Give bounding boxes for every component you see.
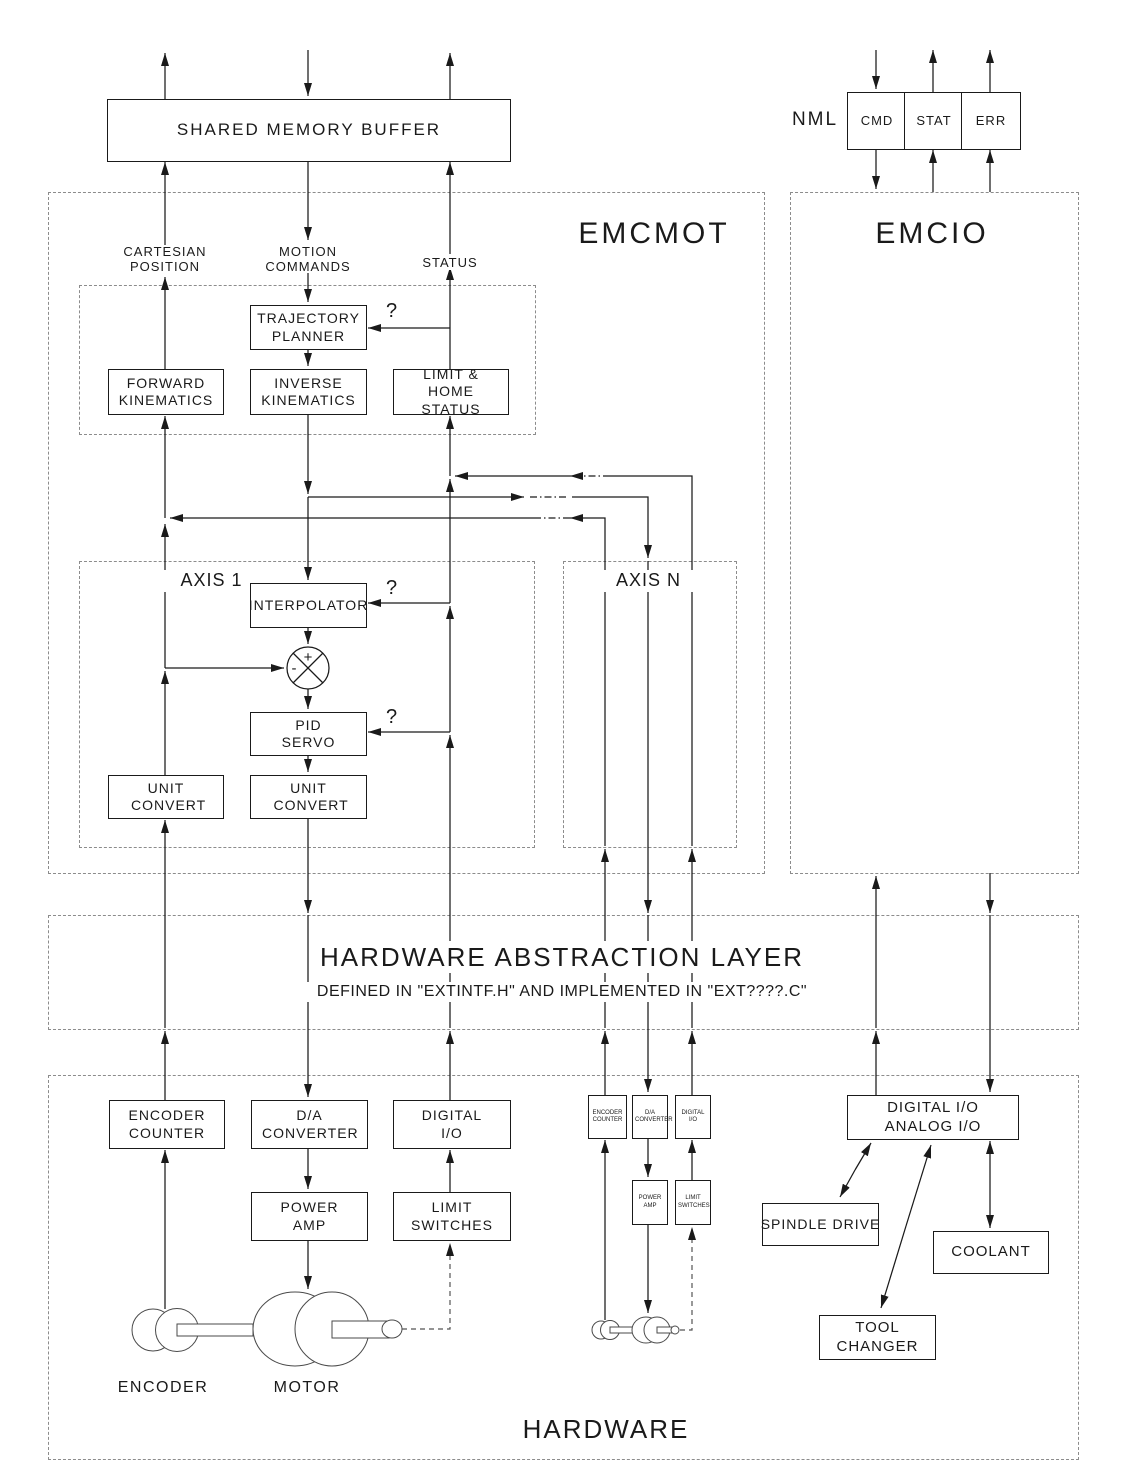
digital-analog-io-box (847, 1095, 1019, 1140)
emcio-links (876, 50, 990, 1095)
nml-stat-box (904, 92, 964, 150)
unit-convert-output-label: UNIT CONVERT (273, 779, 349, 813)
emcmot-title (564, 216, 744, 252)
nml-cmd-box (847, 92, 907, 150)
cartesian-position-text: CARTESIAN POSITION (123, 243, 207, 274)
junction-plus-sign: + (303, 649, 313, 666)
da-converter-box (251, 1100, 368, 1149)
hal-subtitle-text: DEFINED IN "EXTINTF.H" AND IMPLEMENTED IN "EXT????.C" (316, 982, 808, 1000)
motor-encoder-drawing (132, 1292, 402, 1366)
limit-switches-label: LIMIT SWITCHES (411, 1199, 493, 1233)
motion-commands-label (258, 245, 358, 273)
encoder-text: ENCODER (117, 1378, 209, 1396)
limit-switches-small-label: LIMIT SWITCHES (678, 1195, 710, 1209)
power-amp-box (251, 1192, 368, 1241)
status-label (400, 255, 500, 270)
emcio-text: EMCIO (875, 217, 989, 251)
limit-home-status-box (393, 366, 509, 417)
unit-convert-output-box (250, 775, 367, 819)
summing-junction (287, 647, 329, 689)
digital-io-label: DIGITAL I/O (421, 1107, 483, 1141)
trajectory-planner-box (250, 305, 367, 350)
hal-subtitle (262, 982, 862, 1002)
hal-title-text: HARDWARE ABSTRACTION LAYER (320, 941, 804, 972)
interpolator-question (380, 577, 404, 601)
encoder-label (113, 1378, 213, 1398)
power-amp-small-label: POWER AMP (638, 1195, 662, 1209)
trajectory-planner-question (380, 300, 404, 324)
da-converter-small-box (632, 1095, 673, 1139)
encoder-counter-box (109, 1100, 225, 1149)
unit-convert-feedback-label: UNIT CONVERT (131, 779, 207, 813)
nml-err-box (961, 92, 1021, 150)
da-converter-label: D/A CONVERTER (262, 1107, 359, 1141)
digital-io-small-box (675, 1095, 711, 1139)
tool-changer-label: TOOL CHANGER (836, 1319, 919, 1355)
limit-home-status-label: LIMIT & HOME STATUS (421, 366, 481, 417)
hardware-text: HARDWARE (522, 1413, 690, 1444)
digital-analog-io-label (885, 1099, 982, 1136)
emcio-title (842, 216, 1022, 252)
pid-servo-label: PID SERVO (281, 716, 336, 750)
nml-text: NML (791, 108, 839, 130)
small-motor-encoder-drawing (592, 1317, 679, 1343)
inverse-kinematics-label: INVERSE KINEMATICS (261, 374, 356, 408)
question-mark-3: ? (385, 706, 399, 729)
inverse-kinematics-box (250, 369, 367, 415)
status-flow-lines (368, 53, 450, 1192)
motor-label (257, 1378, 357, 1398)
digital-io-small-label: DIGITAL I/O (681, 1109, 705, 1123)
axisn-label (601, 570, 696, 592)
trajectory-planner-label: TRAJECTORY PLANNER (257, 310, 360, 344)
question-mark-2: ? (385, 577, 399, 600)
digital-io-box (393, 1100, 511, 1149)
power-amp-small-box (632, 1180, 668, 1225)
analog-io-line: ANALOG I/O (884, 1117, 982, 1135)
axisn-text: AXIS N (615, 570, 682, 591)
question-mark-1: ? (385, 300, 399, 323)
nml-label (789, 106, 841, 134)
encoder-counter-small-box (588, 1095, 627, 1139)
digital-io-line: DIGITAL I/O (887, 1099, 979, 1117)
da-converter-small-label: D/A CONVERTER (635, 1109, 673, 1123)
encoder-counter-label: ENCODER COUNTER (128, 1107, 206, 1141)
motor-text: MOTOR (273, 1378, 341, 1396)
motion-commands-text: MOTION COMMANDS (265, 243, 351, 274)
encoder-counter-small-label: ENCODER COUNTER (592, 1109, 623, 1123)
pid-servo-question (380, 706, 404, 730)
interpolator-box (250, 583, 367, 628)
limit-switches-small-box (675, 1180, 711, 1225)
limit-switches-box (393, 1192, 511, 1241)
junction-minus-sign: - (291, 660, 297, 677)
axis1-text: AXIS 1 (180, 570, 243, 591)
cartesian-position-label (115, 245, 215, 273)
pid-servo-box (250, 712, 367, 756)
spindle-drive-box (762, 1203, 879, 1246)
hardware-title (506, 1413, 706, 1445)
forward-kinematics-box (108, 369, 224, 415)
shared-memory-buffer-label: SHARED MEMORY BUFFER (176, 120, 442, 140)
status-text: STATUS (422, 254, 478, 270)
power-amp-label: POWER AMP (280, 1199, 339, 1233)
axis1-label (164, 570, 259, 592)
spindle-drive-label: SPINDLE DRIVE (760, 1215, 881, 1232)
coolant-label: COOLANT (951, 1243, 1031, 1261)
stat-label: STAT (916, 113, 952, 129)
err-label: ERR (975, 113, 1007, 129)
tool-changer-box (819, 1315, 936, 1360)
interpolator-label: INTERPOLATOR (248, 596, 369, 613)
forward-kinematics-label: FORWARD KINEMATICS (118, 374, 214, 408)
cmd-label: CMD (860, 113, 894, 129)
coolant-box (933, 1231, 1049, 1274)
emcmot-text: EMCMOT (578, 217, 730, 251)
unit-convert-feedback-box (108, 775, 224, 819)
shared-memory-buffer-box (107, 99, 511, 162)
hal-title (312, 941, 812, 973)
